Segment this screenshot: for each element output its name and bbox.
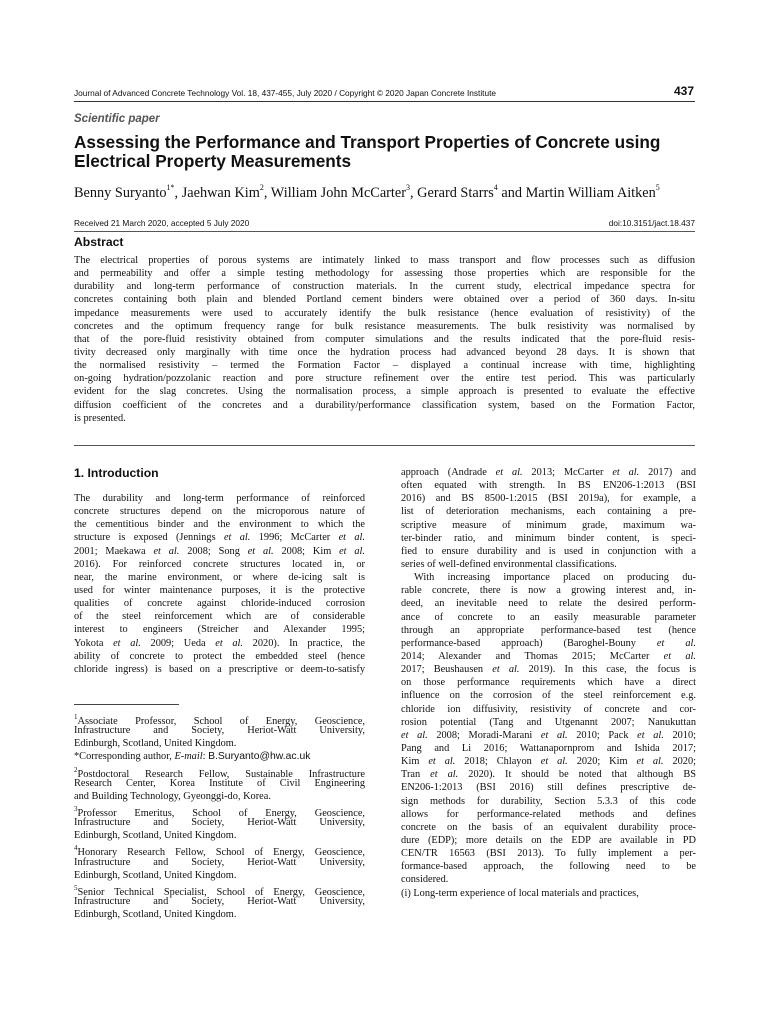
affiliation-text: Edinburgh, Scotland, United Kingdom. <box>74 830 237 842</box>
introduction-heading: 1. Introduction <box>74 466 159 480</box>
abstract-line: is presented. <box>74 412 126 424</box>
affiliation-text: Honorary Research Fellow, School of Energy, Geoscience, <box>77 847 365 859</box>
paragraph-line: The durability and long-term performance of reinforced <box>74 493 365 504</box>
affiliation-text: Infrastructure and Society, Heriot-Watt University, <box>74 817 365 829</box>
affiliation-mark: 3 <box>74 804 78 813</box>
paragraph-line: considered. <box>401 874 449 886</box>
affiliation-mark: 1 <box>74 713 78 721</box>
affiliation-line <box>74 803 365 819</box>
paragraph-line: through an appropriate performance-based test (hence <box>401 624 696 636</box>
affiliation-text: and Building Technology, Gyeonggi-do, Korea. <box>74 790 271 802</box>
affiliation-mark: 2 <box>74 765 78 774</box>
paragraph-line: chloride ion diffusivity, resistivity of concrete and cor- <box>401 703 696 715</box>
paragraph-line: on those performance requirements which have a direct <box>401 677 696 689</box>
paragraph-line: performance-based approach) (Baroghel-Bouny et al. <box>401 637 696 649</box>
abstract-line: on-going hydration/pozzolanic reaction and pore structure refinement over the entire test period. This was particularly <box>74 373 695 385</box>
author-1: Benny Suryanto <box>74 185 167 201</box>
introduction-right-column <box>401 466 696 900</box>
abstract-body <box>74 254 695 425</box>
paragraph-line: 2016). For reinforced concrete structures located in, or <box>74 558 365 570</box>
paragraph-line: 2017; Beushausen et al. 2019). In this case, the focus is <box>401 664 696 676</box>
abstract-line: diffusion coefficient of the concretes and a durability/performance classification system, based on the Formation Factor, <box>74 399 695 411</box>
paragraph-line: rable concrete, there is now a growing interest and, in- <box>401 585 696 597</box>
paragraph-line: used for winter maintenance purposes, it is the protective <box>74 584 365 596</box>
affiliation-text: Infrastructure and Society, Heriot-Watt University, <box>74 725 365 737</box>
paragraph-line: concrete structures depend on the microporous nature of <box>74 506 365 518</box>
affiliation-line <box>74 737 365 750</box>
author-2: Jaehwan Kim <box>181 185 260 201</box>
title-line-2: Electrical Property Measurements <box>74 151 352 171</box>
author-2-affiliation-mark: 2 <box>259 183 264 192</box>
affiliation-line: *Corresponding author, E-mail: B.Suryanto@hw.ac.uk <box>74 751 311 763</box>
paragraph-line: of the steel reinforcement which are of considerable <box>74 611 365 623</box>
paragraph-line: CEN/TR 16563 (BSI 2013). To fully implement a per- <box>401 848 696 860</box>
page-number: 437 <box>673 84 694 98</box>
paper-type-label: Scientific paper <box>74 113 160 125</box>
abstract-line: and permeability and offer a simple testing methodology for assessing those properties which are responsible for the <box>74 268 695 280</box>
abstract-line: concretes containing both plain and blended Portland cement binders were obtained over a period of 360 days. In-situ <box>74 294 695 306</box>
paragraph-line: ter-binder ratio, and minimum binder content, is speci- <box>401 532 696 544</box>
affiliation-text: Postdoctoral Research Fellow, Sustainable Infrastructure <box>77 768 365 780</box>
received-dates: Received 21 March 2020, accepted 5 July 2020 <box>74 218 250 228</box>
paragraph-line: concrete on the basis of an equivalent durability proce- <box>401 821 696 833</box>
paragraph-line: Yokota et al. 2009; Ueda et al. 2020). In practice, the <box>74 637 365 649</box>
abstract-line: impedance measurements were used to accurately identify the bulk resistance (hence evaluation of resistivity) of the <box>74 307 695 319</box>
affiliation-line <box>74 908 365 921</box>
affiliation-line <box>74 724 365 737</box>
paragraph-line: fied to ensure durability and is used in conjunction with a <box>401 545 696 557</box>
author-1-affiliation-mark: 1* <box>166 183 175 192</box>
paragraph-line: ability of concrete to protect the embedded steel (hence <box>74 650 365 662</box>
paragraph-line: With increasing importance placed on producing du- <box>414 572 696 584</box>
corresponding-email-link[interactable]: B.Suryanto@hw.ac.uk <box>208 751 311 763</box>
paragraph-line: (i) Long-term experience of local materials and practices, <box>401 887 639 899</box>
abstract-line: concretes and the optimum frequency range for bulk resistance measurements. The bulk resistivity was normalised by <box>74 320 695 332</box>
paragraph-line: Pang and Li 2016; Wattanapornprom and Ishida 2017; <box>401 742 696 754</box>
paragraph-line: 2014; Alexander and Thomas 2015; McCarter et al. <box>401 650 696 662</box>
author-list: Benny Suryanto$^{1*}$, Jaehwan Kim$^2$, William John McCarter$^3$, Gerard Starrs$^4$ and Martin William Aitken$^5$ <box>74 183 660 201</box>
paragraph-line: scriptive measure of minimum grade, maximum wa- <box>401 519 696 531</box>
paragraph-line: approach (Andrade et al. 2013; McCarter et al. 2017) and <box>401 467 696 478</box>
affiliation-line <box>74 895 365 908</box>
abstract-line: durability and long-term performance of construction materials. In the current study, electrical impedance spectra for <box>74 281 695 293</box>
affiliation-text: Associate Professor, School of Energy, Geoscience, <box>77 716 365 727</box>
paragraph-line: 2001; Maekawa et al. 2008; Song et al. 2008; Kim et al. <box>74 545 366 557</box>
affiliation-text: Professor Emeritus, School of Energy, Geoscience, <box>77 807 365 819</box>
abstract-line: evident for the slag concretes. Using the normalisation process, a simple approach is presented to evaluate the effective <box>74 386 695 398</box>
metadata-divider <box>74 231 695 232</box>
affiliation-text: Infrastructure and Society, Heriot-Watt University, <box>74 856 365 868</box>
paragraph-line: EN206-1:2013 (BSI 2016) still defines prescriptive de- <box>401 782 696 794</box>
paragraph-line: dure (EDP); more details on the EDP are available in PD <box>401 834 696 846</box>
title-line-1: Assessing the Performance and Transport Properties of Concrete using <box>74 132 661 152</box>
affiliation-text: *Corresponding author, <box>74 751 175 763</box>
affiliation-text: Research Center, Korea Institute of Civil Engineering <box>74 777 365 789</box>
paragraph-line: Tran et al. 2020). It should be noted that although BS <box>401 769 697 781</box>
affiliation-mark: 5 <box>74 883 78 892</box>
paragraph-line: qualities of concrete against chloride-induced corrosion <box>74 598 365 610</box>
email-label: E-mail <box>174 751 203 763</box>
affiliation-text: Edinburgh, Scotland, United Kingdom. <box>74 909 237 921</box>
paper-title <box>74 133 714 171</box>
affiliation-line <box>74 790 365 803</box>
affiliation-text: Infrastructure and Society, Heriot-Watt University, <box>74 895 365 907</box>
abstract-line: that of the pore-fluid resistivity obtained from computer simulations and the results indicated that the pore-fluid resis- <box>74 333 695 345</box>
affiliation-line <box>74 882 365 898</box>
affiliation-text: Senior Technical Specialist, School of Energy, Geoscience, <box>77 886 365 898</box>
affiliation-line <box>74 777 365 790</box>
paragraph-line: structure is exposed (Jennings et al. 1996; McCarter et al. <box>74 532 366 544</box>
affiliation-line <box>74 764 365 780</box>
paragraph-line: often equated with strength. In BS EN206-1:2013 (BSI <box>401 480 696 492</box>
affiliation-line <box>74 829 365 842</box>
author-3-affiliation-mark: 3 <box>406 183 411 192</box>
abstract-line: the normalised resistivity – termed the Formation Factor – displayed a continual increase with time, highlighting <box>74 360 695 372</box>
paragraph-line: chloride ingress) is based on a prescriptive or deem-to-satisfy <box>74 663 365 675</box>
paragraph-line: et al. 2008; Moradi-Marani et al. 2010; Pack et al. 2010; <box>401 729 697 741</box>
paragraph-line: rosion potential (Tang and Utgenannt 2007; Nanukuttan <box>401 716 696 728</box>
introduction-left-column <box>74 492 365 676</box>
paragraph-line: ance of concrete to an easily measurable parameter <box>401 611 696 623</box>
affiliation-text: Edinburgh, Scotland, United Kingdom. <box>74 869 237 881</box>
abstract-divider <box>74 445 695 446</box>
header-divider <box>74 101 695 102</box>
paragraph-line: the cementitious binder and the environment to which the <box>74 519 365 531</box>
paragraph-line: allows for performance-related methods and defines <box>401 808 696 820</box>
abstract-heading: Abstract <box>74 235 124 249</box>
paragraph-line: near, the marine environment, or where de-icing salt is <box>74 571 365 583</box>
paragraph-line: deed, an inevitable need to relate the desired perform- <box>401 598 696 610</box>
paragraph-line: influence on the corrosion of the steel reinforcement e.g. <box>401 690 696 702</box>
paragraph-line: list of deterioration mechanisms, each containing a pre- <box>401 506 696 518</box>
author-4-affiliation-mark: 4 <box>493 183 498 192</box>
abstract-line: The electrical properties of porous systems are intimately linked to mass transport and flow processes such as diffusion <box>74 255 695 266</box>
paragraph-line: 2016) and BS 8500-1:2015 (BSI 2019a), for example, a <box>401 493 696 505</box>
affiliation-line <box>74 869 365 882</box>
footnote-divider <box>74 704 179 705</box>
author-5: Martin William Aitken <box>525 185 656 201</box>
paragraph-line: Kim et al. 2018; Chlayon et al. 2020; Kim et al. 2020; <box>401 756 696 768</box>
paragraph-line: sign methods for durability, Section 5.3.3 of this code <box>401 795 696 807</box>
affiliation-line <box>74 816 365 829</box>
affiliation-text: Edinburgh, Scotland, United Kingdom. <box>74 738 237 750</box>
abstract-line: tivity decreased only marginally with time once the hydration process had advanced beyond 28 days. It is shown that <box>74 346 695 358</box>
journal-citation-line: Journal of Advanced Concrete Technology Vol. 18, 437-455, July 2020 / Copyright © 2020 Japan Concrete Institute <box>74 88 496 98</box>
paragraph-line: formance-based approach, the following need to be <box>401 861 696 873</box>
doi-link[interactable]: doi:10.3151/jact.18.437 <box>608 218 695 228</box>
author-5-affiliation-mark: 5 <box>655 183 660 192</box>
affiliation-line <box>74 711 365 727</box>
author-4: Gerard Starrs <box>417 185 494 201</box>
paragraph-line: series of well-defined environmental classifications. <box>401 558 617 570</box>
author-3: William John McCarter <box>270 185 407 201</box>
author-affiliations <box>74 711 365 921</box>
affiliation-line <box>74 856 365 869</box>
affiliation-line <box>74 842 365 859</box>
paragraph-line: interest to engineers (Streicher and Alexander 1995; <box>74 624 365 636</box>
affiliation-mark: 4 <box>74 844 78 853</box>
